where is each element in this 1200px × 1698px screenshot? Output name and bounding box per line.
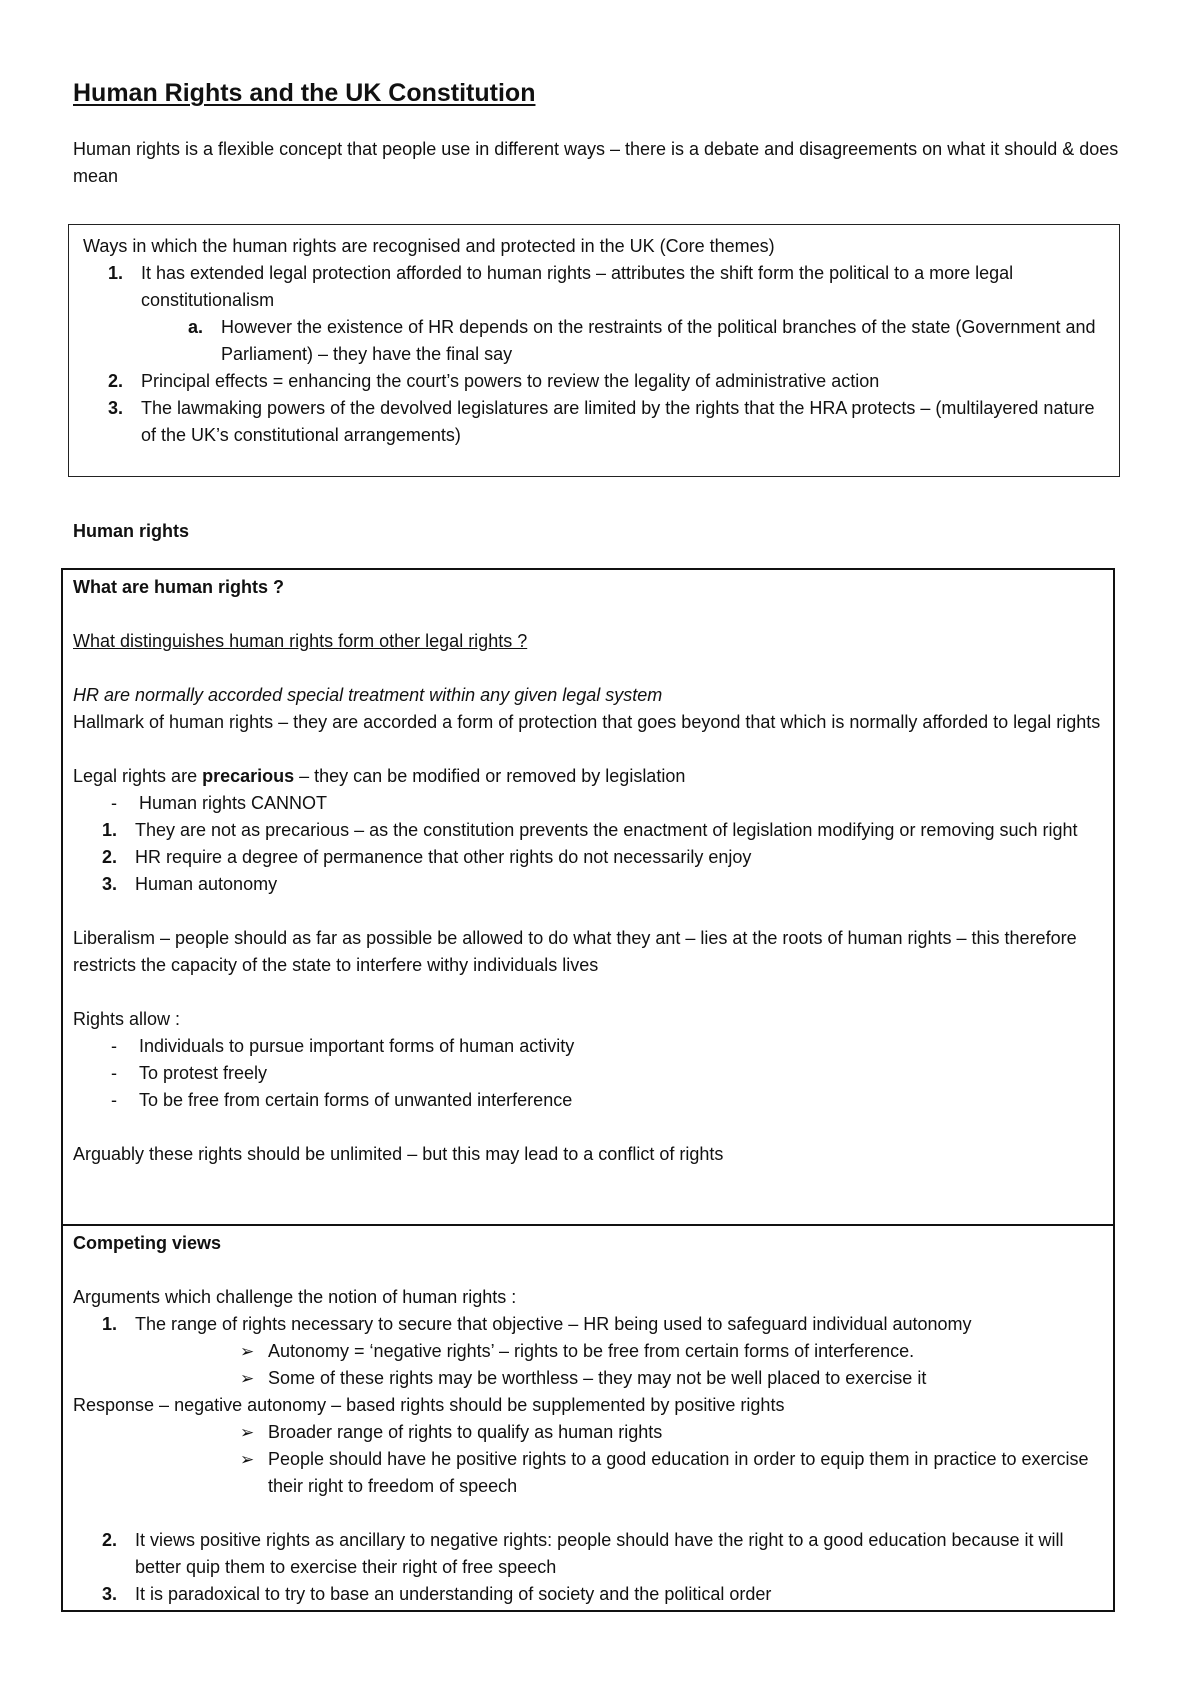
list-marker: 1. (107, 263, 123, 283)
arrow-bullet-icon: ➢ (240, 1423, 255, 1442)
liberalism-paragraph: Liberalism – people should as far as possible be allowed to do what they ant – lies at the roots of human rights – this therefore restricts the capacity of the state to interfere withy individuals lives (73, 928, 1077, 975)
list-marker: 3. (101, 1584, 117, 1604)
human-rights-table (61, 568, 1115, 1612)
list-marker: 2. (101, 847, 117, 867)
list-item-text: Principal effects = enhancing the court’s powers to review the legality of administrative action (141, 371, 880, 391)
list-item-text: Individuals to pursue important forms of human activity (139, 1036, 575, 1056)
list-item: - Human rights CANNOT (73, 790, 1103, 817)
list-marker: 1. (101, 820, 117, 840)
list-item: - To protest freely (73, 1060, 1103, 1087)
legal-prefix: Legal rights are (73, 766, 203, 786)
arguably-paragraph: Arguably these rights should be unlimited – but this may lead to a conflict of rights (73, 1144, 724, 1164)
list-marker: 3. (101, 874, 117, 894)
list-marker: 2. (101, 1530, 117, 1550)
list-item (73, 871, 1103, 898)
hallmark-paragraph: Hallmark of human rights – they are accorded a form of protection that goes beyond that which is normally afforded to legal rights (73, 712, 1101, 732)
arrow-bullet-icon: ➢ (240, 1450, 255, 1469)
list-marker: 2. (107, 371, 123, 391)
list-item (73, 1446, 1103, 1500)
legal-rights-line (73, 763, 1103, 790)
list-item (73, 844, 1103, 871)
list-item-text: To protest freely (139, 1063, 268, 1083)
list-item (73, 1338, 1103, 1365)
list-marker: a. (187, 317, 203, 337)
list-item (73, 817, 1103, 844)
legal-bold: precarious (202, 766, 295, 786)
list-item (83, 368, 1105, 395)
page-title: Human Rights and the UK Constitution (73, 79, 536, 107)
competing-views-section (63, 1226, 1113, 1608)
list-item-text: People should have he positive rights to a good education in order to equip them in practice to exercise their right to freedom of speech (268, 1449, 1089, 1496)
list-marker: 3. (107, 398, 123, 418)
list-item-text: To be free from certain forms of unwanted interference (139, 1090, 573, 1110)
list-item (73, 1527, 1103, 1581)
list-item-text: It has extended legal protection afforded to human rights – attributes the shift form the political to a more legal constitutionalism (141, 263, 1014, 310)
list-item-text: The lawmaking powers of the devolved legislatures are limited by the rights that the HRA protects – (multilayered nature of the UK’s constitutional arrangements) (141, 398, 1095, 445)
list-item-text: Autonomy = ‘negative rights’ – rights to be free from certain forms of interference. (268, 1341, 915, 1361)
list-item-text: It is paradoxical to try to base an understanding of society and the political order (135, 1584, 772, 1604)
core-themes-heading: Ways in which the human rights are recognised and protected in the UK (Core themes) (83, 236, 775, 256)
list-item (73, 1581, 1103, 1608)
list-item-text: HR require a degree of permanence that other rights do not necessarily enjoy (135, 847, 752, 867)
list-item: - To be free from certain forms of unwanted interference (73, 1087, 1103, 1114)
list-item-text: However the existence of HR depends on the restraints of the political branches of the state (Government and Parliament) – they have the final say (221, 317, 1096, 364)
response-line: Response – negative autonomy – based rights should be supplemented by positive rights (73, 1395, 785, 1415)
list-item-text: They are not as precarious – as the constitution prevents the enactment of legislation modifying or removing such right (135, 820, 1078, 840)
section-heading: Human rights (73, 521, 190, 541)
competing-heading: Competing views (73, 1233, 222, 1253)
document-page (73, 76, 1133, 1604)
list-item (73, 1419, 1103, 1446)
list-item (83, 260, 1105, 314)
italic-line: HR are normally accorded special treatment within any given legal system (73, 685, 663, 705)
list-item-text: Some of these rights may be worthless – they may not be well placed to exercise it (268, 1368, 927, 1388)
list-item-text: Human rights CANNOT (139, 793, 328, 813)
arrow-bullet-icon: ➢ (240, 1342, 255, 1361)
list-item (73, 1311, 1103, 1338)
core-themes-list (83, 260, 1105, 449)
list-item (73, 1365, 1103, 1392)
list-item-text: The range of rights necessary to secure that objective – HR being used to safeguard individual autonomy (135, 1314, 972, 1334)
list-item-text: It views positive rights as ancillary to negative rights: people should have the right to a good education because it will better quip them to exercise their right of free speech (135, 1530, 1064, 1577)
arrow-bullet-icon: ➢ (240, 1369, 255, 1388)
legal-suffix: – they can be modified or removed by legislation (294, 766, 686, 786)
rights-allow-label: Rights allow : (73, 1009, 181, 1029)
what-are-section (63, 570, 1113, 1226)
distinguishes-subheading: What distinguishes human rights form other legal rights ? (73, 631, 528, 651)
intro-paragraph: Human rights is a flexible concept that people use in different ways – there is a debate and disagreements on what it should & does mean (73, 139, 1119, 186)
list-item (83, 314, 1105, 368)
what-are-heading: What are human rights ? (73, 577, 285, 597)
arguments-label: Arguments which challenge the notion of human rights : (73, 1287, 517, 1307)
list-item-text: Human autonomy (135, 874, 278, 894)
list-item: - Individuals to pursue important forms of human activity (73, 1033, 1103, 1060)
list-marker: 1. (101, 1314, 117, 1334)
list-item-text: Broader range of rights to qualify as human rights (268, 1422, 663, 1442)
list-item (83, 395, 1105, 449)
core-themes-box (68, 224, 1120, 477)
